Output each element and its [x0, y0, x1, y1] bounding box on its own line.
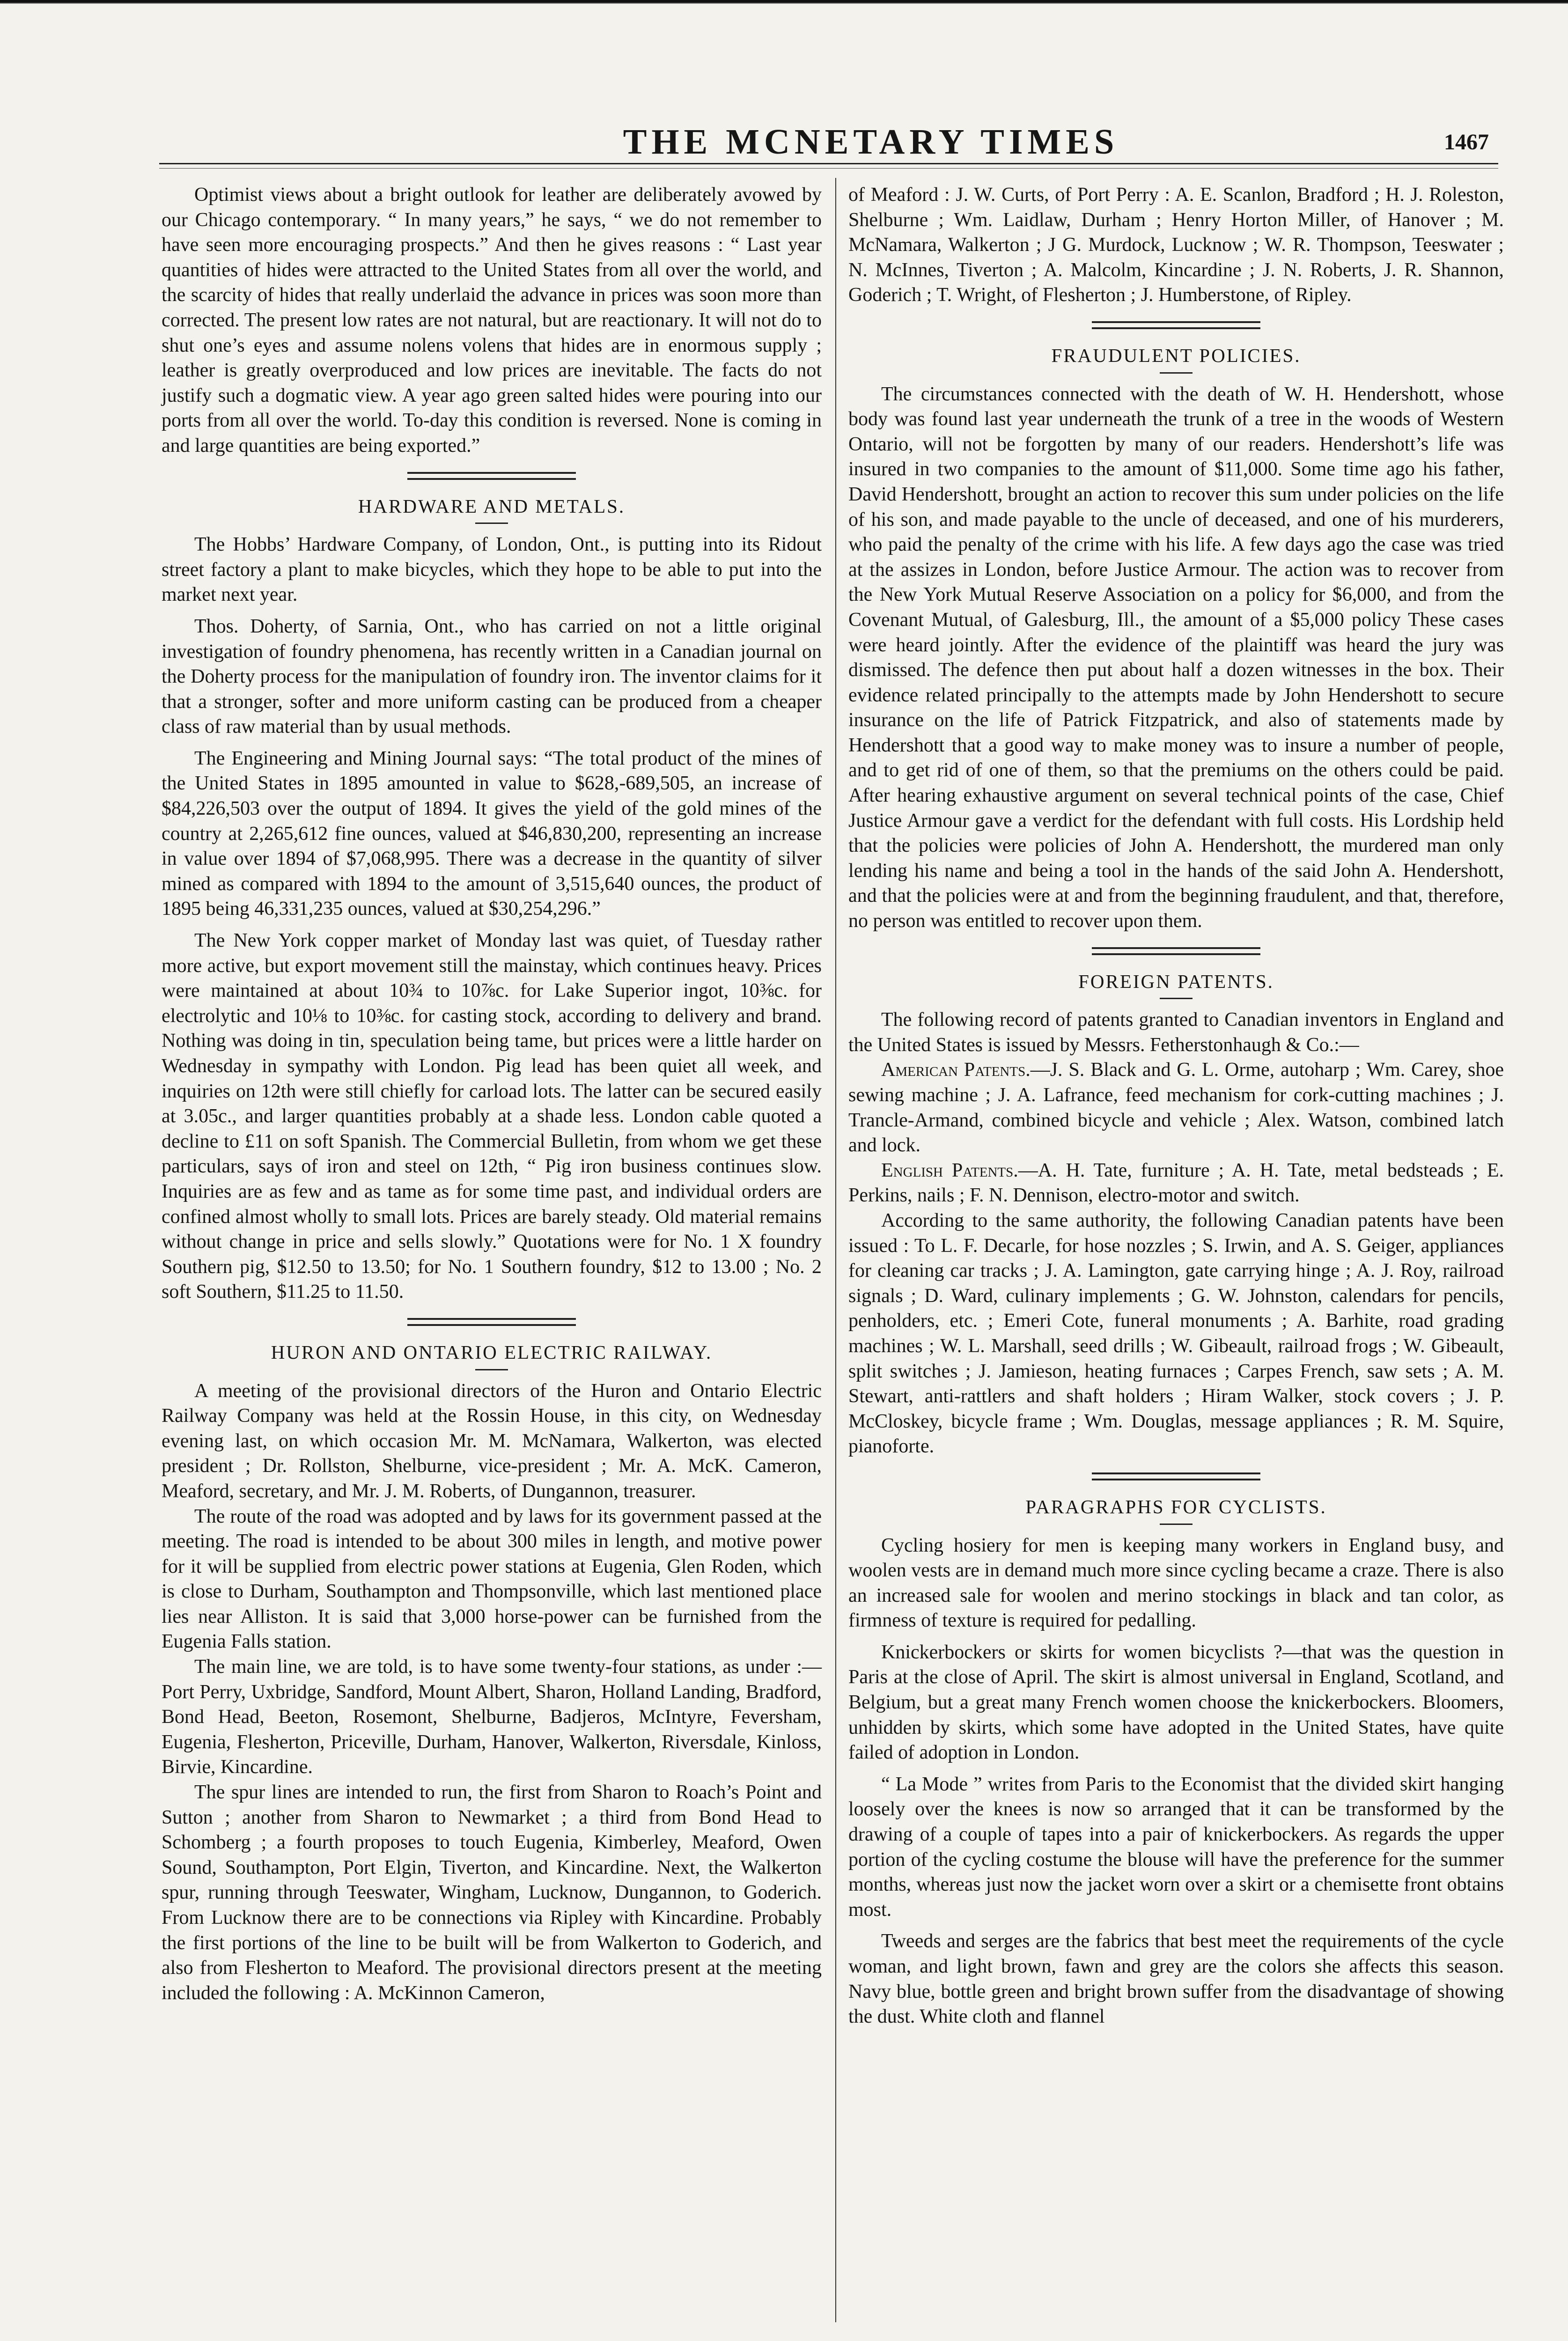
section-title-cyclists: PARAGRAPHS FOR CYCLISTS. — [1025, 1495, 1327, 1517]
railway-paragraph: The main line, we are told, is to have some twenty-four stations, as under :—Port Perry, Uxbridge, Sandford, Mount Albert, Sharon, Holland Landing, Bradford, Bond Head, Beeton, Rosemont, Shelburne, Badjeros, McIntyre, Feversham, Eugenia, Flesherton, Priceville, Durham, Hanover, Walkerton, Riversdale, Kinloss, Birvie, Kincardine. — [162, 1656, 822, 1778]
left-column — [162, 183, 822, 2006]
english-patents-label: English Patents. — [881, 1159, 1018, 1181]
american-patents-label: American Patents. — [881, 1059, 1031, 1081]
column-rule — [835, 178, 836, 2322]
cyclists-paragraph: Tweeds and serges are the fabrics that best meet the requirements of the cycle woman, and light brown, fawn and grey are the colors she affects this season. Navy blue, bottle green and bright brown suffer from the disadvantage of showing the dust. White cloth and flannel — [848, 1930, 1504, 2028]
page-header — [159, 117, 1498, 164]
patents-intro: The following record of patents granted to Canadian inventors in England and the United States is issued by Messrs. Fetherstonhaugh & Co.:— — [848, 1009, 1504, 1056]
section-title-patents: FOREIGN PATENTS. — [1078, 970, 1274, 992]
fraudulent-paragraph: The circumstances connected with the death of W. H. Hendershott, whose body was found last year underneath the trunk of a tree in the woods of Western Ontario, will not be forgotten by many of our readers. Hendershott’s life was insured in two companies to the amount of $11,000. Some time ago his father, David Hendershott, brought an action to recover this sum under policies on the life of his son, and made payable to the uncle of deceased, and one of his murderers, who paid the penalty of the crime with his life. A few days ago the case was tried at the assizes in London, before Justice Armour. The action was to recover from the New York Mutual Reserve Association on a policy for $6,000, and from the Covenant Mutual, of Galesburg, Ill., the amount of a $5,000 policy These cases were heard jointly. After the evidence of the plaintiff was heard the jury was dismissed. The defence then put about half a dozen witnesses in the box. Their evidence related principally to the attempts made by John Hendershott to secure insurance on the life of Patrick Fitzpatrick, and also of statements made by Hendershott that a good way to make money was to insure a number of people, and to get rid of one of them, so that the premiums on the others could be paid. After hearing exhaustive argument on several technical points of the case, Chief Justice Armour gave a verdict for the defendant with full costs. His Lordship held that the policies were policies of John A. Hendershott, the murdered man only lending his name and being a tool in the hands of the said John A. Hendershott, and that the policies were at and from the beginning fraudulent, and that, therefore, no person was entitled to recover upon them. — [848, 383, 1504, 932]
american-patents — [848, 1058, 1504, 1158]
section-title-fraudulent: FRAUDULENT POLICIES. — [1051, 344, 1301, 366]
railway-paragraph: The spur lines are intended to run, the first from Sharon to Roach’s Point and Sutton ; another from Sharon to Newmarket ; a third from Bond Head to Schomberg ; a fourth proposes to touch Eugenia, Kimberley, Meaford, Owen Sound, Southampton, Port Elgin, Tiverton, and Kincardine. Next, the Walkerton spur, running through Teeswater, Wingham, Lucknow, Dungannon, to Goderich. From Lucknow there are to be connections via Ripley with Kincardine. Probably the first portions of the line to be built will be from Walkerton to Goderich, and also from Flesherton to Meaford. The provisional directors present at the meeting included the following : A. McKinnon Cameron, — [162, 1782, 822, 2004]
double-rule — [407, 472, 576, 480]
right-column — [848, 183, 1504, 2030]
double-rule — [1092, 1472, 1260, 1480]
page-number: 1467 — [1444, 130, 1489, 155]
section-title-hardware: HARDWARE AND METALS. — [358, 495, 626, 517]
directors-continuation: of Meaford : J. W. Curts, of Port Perry : A. E. Scanlon, Bradford ; H. J. Roleston, Shelburne ; Wm. Laidlaw, Durham ; Henry Horton Miller, of Hanover ; M. McNamara, Walkerton ; J G. Murdock, Lucknow ; W. R. Thompson, Teeswater ; N. McInnes, Tiverton ; A. Malcolm, Kincardine ; J. N. Roberts, J. R. Shannon, Goderich ; T. Wright, of Flesherton ; J. Humberstone, of Ripley. — [848, 184, 1504, 306]
english-patents — [848, 1158, 1504, 1208]
section-title-railway: HURON AND ONTARIO ELECTRIC RAILWAY. — [271, 1341, 713, 1363]
hardware-paragraph: The Hobbs’ Hardware Company, of London, Ont., is putting into its Ridout street factory a plant to make bicycles, which they hope to be able to put into the market next year. — [162, 534, 822, 606]
header-rule — [159, 163, 1498, 169]
railway-paragraph: A meeting of the provisional directors of the Huron and Ontario Electric Railway Company was held at the Rossin House, in this city, on Wednesday evening last, on which occasion Mr. M. McNamara, Walkerton, was elected president ; Dr. Rollston, Shelburne, vice-president ; Mr. A. McK. Cameron, Meaford, secretary, and Mr. J. M. Roberts, of Dungannon, treasurer. — [162, 1380, 822, 1502]
double-rule — [1092, 947, 1260, 955]
section-header-cyclists — [848, 1472, 1504, 1525]
short-rule — [1160, 372, 1193, 374]
cyclists-paragraph: “ La Mode ” writes from Paris to the Economist that the divided skirt hanging loosely over the knees is now so arranged that it can be transformed by the drawing of a couple of tapes into a pair of knickerbockers. As regards the upper portion of the cycling costume the blouse will have the preference for the summer months, whereas just now the jacket worn over a skirt or a chemisette front obtains most. — [848, 1773, 1504, 1921]
english-patents-list: —A. H. Tate, furniture ; A. H. Tate, metal bedsteads ; E. Perkins, nails ; F. N. Dennison, electro-motor and switch. — [848, 1159, 1504, 1207]
double-rule — [407, 1318, 576, 1326]
section-header-hardware — [162, 472, 822, 524]
section-header-patents — [848, 947, 1504, 1000]
cyclists-paragraph: Knickerbockers or skirts for women bicyclists ?—that was the question in Paris at the close of April. The skirt is almost universal in England, Scotland, and Belgium, but a great many French women choose the knickerbockers. Bloomers, unhidden by skirts, which some have adopted in the United States, have quite failed of adoption in London. — [848, 1641, 1504, 1764]
leather-paragraph: Optimist views about a bright outlook for leather are deliberately avowed by our Chicago contemporary. “ In many years,” he says, “ we do not remember to have seen more encouraging prospects.” And then he gives reasons : “ Last year quantities of hides were attracted to the United States from all over the world, and the scarcity of hides that really underlaid the advance in prices was soon more than corrected. The present low rates are not natural, but are reactionary. It will not do to shut one’s eyes and assume nolens volens that hides are in enormous supply ; leather is greatly overproduced and low prices are inevitable. The facts do not justify such a dogmatic view. A year ago green salted hides were pouring into our ports from all over the world. To-day this condition is reversed. None is coming in and large quantities are being exported.” — [162, 184, 822, 456]
short-rule — [475, 1369, 508, 1370]
american-patents-list: —J. S. Black and G. L. Orme, autoharp ; Wm. Carey, shoe sewing machine ; J. A. Lafrance, feed mechanism for cork-cutting machines ; J. Trancle-Armand, combined bicycle and vehicle ; Alex. Watson, combined latch and lock. — [848, 1059, 1504, 1156]
masthead: THE MCNETARY TIMES — [623, 122, 1119, 162]
cyclists-paragraph: Cycling hosiery for men is keeping many workers in England busy, and woolen vests are in demand much more since cycling became a craze. There is also an increased sale for woolen and merino stockings in black and tan color, as firmness of texture is required for pedalling. — [848, 1534, 1504, 1632]
section-header-fraudulent — [848, 321, 1504, 374]
page-edge — [0, 0, 1568, 10]
railway-paragraph: The route of the road was adopted and by laws for its government passed at the meeting. The road is intended to be about 300 miles in length, and motive power for it will be supplied from electric power stations at Eugenia, Glen Roden, which is close to Durham, Southampton and Thompsonville, which last mentioned place lies near Alliston. It is said that 3,000 horse-power can be furnished from the Eugenia Falls station. — [162, 1505, 822, 1653]
double-rule — [1092, 321, 1260, 329]
hardware-paragraph: Thos. Doherty, of Sarnia, Ont., who has carried on not a little original investigation of foundry phenomena, has recently written in a Canadian journal on the Doherty process for the manipulation of foundry iron. The inventor claims for it that a stronger, softer and more uniform casting can be produced from a cheaper class of raw material than by usual methods. — [162, 615, 822, 738]
hardware-paragraph: The New York copper market of Monday last was quiet, of Tuesday rather more active, but export movement still the mainstay, which continues heavy. Prices were maintained at about 10¾ to 10⅞c. for Lake Superior ingot, 10⅜c. for electrolytic and 10⅛ to 10⅜c. for casting stock, according to delivery and brand. Nothing was doing in tin, speculation being tame, but prices were a little harder on Wednesday in sympathy with London. Pig lead has been quiet all week, and inquiries on 12th were still chiefly for carload lots. The latter can be secured easily at 3.05c., and larger quantities probably at a shade less. London cable quoted a decline to £11 on soft Spanish. The Commercial Bulletin, from whom we get these particulars, says of iron and steel on 12th, “ Pig iron business continues slow. Inquiries are as few and as tame as for some time past, and individual orders are confined almost wholly to small lots. Prices are barely steady. Old material remains without change in price and sells slowly.” Quotations were for No. 1 X foundry Southern pig, $12.50 to 13.50; for No. 1 Southern foundry, $12 to 13.00 ; No. 2 soft Southern, $11.25 to 11.50. — [162, 930, 822, 1303]
section-header-railway — [162, 1318, 822, 1370]
short-rule — [475, 523, 508, 524]
short-rule — [1160, 998, 1193, 999]
hardware-paragraph: The Engineering and Mining Journal says: “The total product of the mines of the United States in 1895 amounted in value to $628,-689,505, an increase of $84,226,503 over the output of 1894. It gives the yield of the gold mines of the country at 2,265,612 fine ounces, valued at $46,830,200, representing an increase in value over 1894 of $7,068,995. There was a decrease in the quantity of silver mined as compared with 1894 to the amount of 3,515,640 ounces, the product of 1895 being 46,331,235 ounces, valued at $30,254,296.” — [162, 747, 822, 920]
short-rule — [1160, 1524, 1193, 1525]
canadian-patents: According to the same authority, the following Canadian patents have been issued : To L. F. Decarle, for hose nozzles ; S. Irwin, and A. S. Geiger, appliances for cleaning car tracks ; J. A. Lamington, gate carrying hinge ; A. J. Roy, railroad signals ; D. Ward, culinary implements ; G. W. Johnston, calendars for pencils, penholders, etc. ; Emeri Cote, funeral monuments ; A. Barhite, road grading machines ; W. L. Marshall, seed drills ; W. Gibeault, railroad frogs ; W. Gibeault, split switches ; J. Jamieson, heating furnaces ; Carpes French, saw sets ; A. M. Stewart, anti-rattlers and shaft holders ; Hiram Walker, stock covers ; J. P. McCloskey, bicycle frame ; Wm. Douglas, message appliances ; R. M. Squire, pianoforte. — [848, 1209, 1504, 1458]
